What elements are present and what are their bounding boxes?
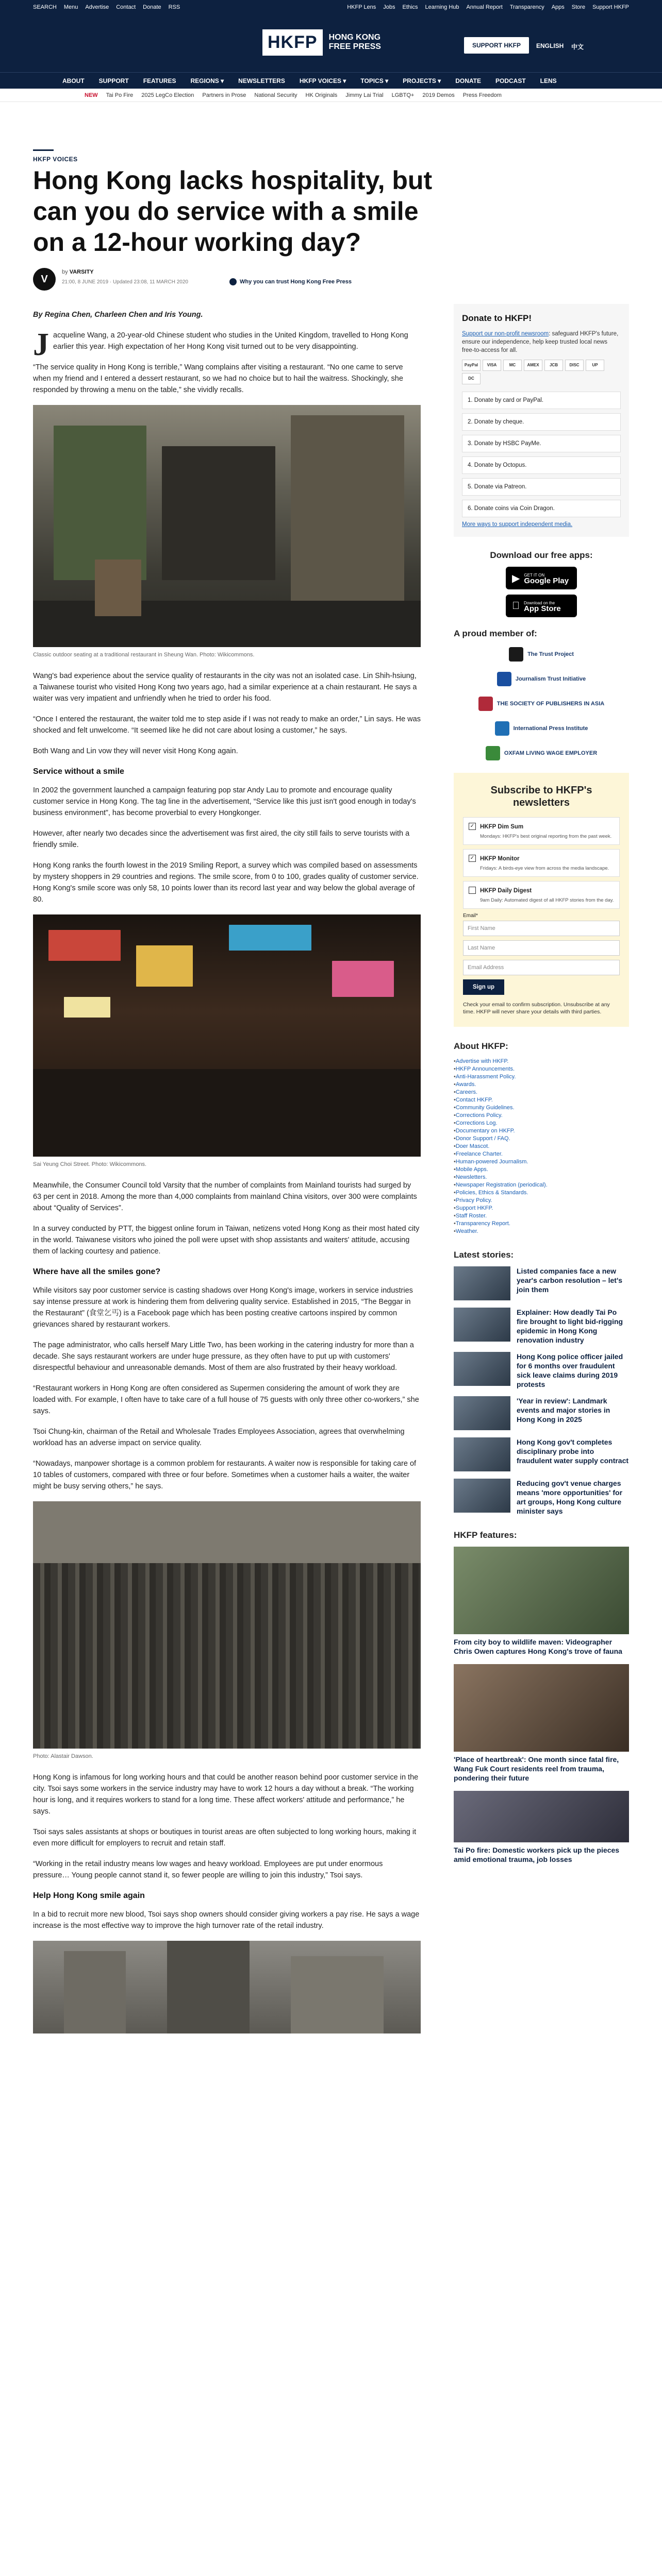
- nl-desc: 9am Daily: Automated digest of all HKFP stories from the day.: [480, 897, 614, 903]
- apps-link[interactable]: Apps: [551, 4, 565, 10]
- trust-icon: [229, 278, 237, 285]
- paragraph: Both Wang and Lin vow they will never visit Hong Kong again.: [33, 747, 238, 755]
- sidebar: [454, 304, 629, 1872]
- member-label: International Press Institute: [513, 725, 588, 732]
- paragraph: Tsoi says sales assistants at shops or boutiques in tourist areas are often subjected to long working hours, making it even more difficult for employers to recruit and retain staff.: [33, 1828, 417, 1848]
- lang-chinese-link[interactable]: 中文: [571, 43, 584, 50]
- checkbox-checked-icon[interactable]: ✓: [469, 855, 476, 862]
- support-link[interactable]: Support HKFP: [592, 4, 629, 10]
- tag-link[interactable]: 2025 LegCo Election: [141, 92, 194, 98]
- rss-link[interactable]: RSS: [168, 4, 180, 10]
- about-link[interactable]: • Policies, Ethics & Standards.: [454, 1189, 629, 1197]
- author-avatar[interactable]: V: [33, 268, 56, 291]
- site-logo[interactable]: [262, 26, 381, 59]
- tag-link[interactable]: Press Freedom: [462, 92, 502, 98]
- play-icon: ▶: [512, 572, 520, 584]
- new-badge: NEW: [85, 92, 98, 98]
- gp-big: Google Play: [524, 577, 569, 585]
- about-title: About HKFP:: [454, 1041, 508, 1051]
- story-title[interactable]: 'Year in review': Landmark events and major stories in Hong Kong in 2025: [517, 1397, 610, 1423]
- donate-link[interactable]: Donate: [143, 4, 161, 10]
- feature-thumbnail[interactable]: [454, 1791, 629, 1842]
- about-link[interactable]: • Documentary on HKFP.: [454, 1127, 629, 1135]
- about-link[interactable]: • Transparency Report.: [454, 1220, 629, 1228]
- about-link[interactable]: • Newspaper Registration (periodical).: [454, 1181, 629, 1189]
- nav-donate[interactable]: DONATE: [455, 77, 481, 84]
- nav-newsletters[interactable]: NEWSLETTERS: [238, 77, 285, 84]
- main-nav: [0, 72, 662, 89]
- story-title[interactable]: Reducing gov't venue charges means 'more opportunities' for art groups, Hong Kong culture minister says: [517, 1479, 623, 1515]
- jti-logo: [497, 672, 511, 686]
- paragraph: [33, 327, 421, 362]
- sopa-logo: [478, 697, 493, 711]
- street-photo: [33, 914, 421, 1157]
- latest-story[interactable]: [454, 1266, 629, 1300]
- paragraph-text: acqueline Wang, a 20-year-old Chinese student who studies in the United Kingdom, travelled to Hong Kong earlier this year. High expectation of her Hong Kong visit turned out to be very disappointing.: [53, 331, 408, 351]
- donate-option-octopus[interactable]: 4. Donate by Octopus.: [462, 456, 621, 474]
- first-name-input[interactable]: First Name: [463, 921, 620, 936]
- paragraph: “Working in the retail industry means low wages and heavy workload. Employees are put under enormous pressure… Young people cannot stand it, so fewer people are willing to join this industry,” Tsoi says.: [33, 1860, 383, 1879]
- masthead: [0, 14, 662, 72]
- about-link[interactable]: • Newsletters.: [454, 1174, 629, 1181]
- restaurant-photo: [33, 405, 421, 647]
- latest-story[interactable]: [454, 1308, 629, 1345]
- member-label: The Trust Project: [527, 651, 574, 657]
- feature-thumbnail[interactable]: [454, 1664, 629, 1752]
- ipi-logo: [495, 721, 509, 736]
- paragraph: In a bid to recruit more new blood, Tsoi says shop owners should consider giving workers a pay rise. He says a wage increase is the most effective way to improve the high turnover rate of the retail industry.: [33, 1910, 420, 1930]
- paragraph: In a survey conducted by PTT, the biggest online forum in Taiwan, netizens voted Hong Kong as their most hated city in the world. Taiwanese visitors who joined the poll were upset with shop assistants and waiters' attitude, accusing them of lacking courtesy and patience.: [33, 1225, 420, 1256]
- about-link[interactable]: • Freelance Charter.: [454, 1150, 629, 1158]
- nav-features[interactable]: FEATURES: [143, 77, 176, 84]
- crowd-photo: [33, 1501, 421, 1749]
- features-title: HKFP features:: [454, 1530, 517, 1540]
- logo-line-2: FREE PRESS: [328, 42, 381, 51]
- donate-option-cheque[interactable]: 2. Donate by cheque.: [462, 413, 621, 431]
- story-title[interactable]: Listed companies face a new year's carbon resolution – let's join them: [517, 1267, 623, 1294]
- story-thumbnail[interactable]: [454, 1396, 510, 1430]
- menu-link[interactable]: Menu: [63, 4, 78, 10]
- search-link[interactable]: SEARCH: [33, 4, 57, 10]
- newsletter-option-text: [480, 854, 609, 872]
- store-link[interactable]: Store: [571, 4, 586, 10]
- paragraph: Meanwhile, the Consumer Council told Varsity that the number of complaints from Mainland tourists had surged by 63 per cent in 2018. Among the more than 4,000 complaints from mainland China visitors, over 300 were complaints about “Quality of Services”.: [33, 1181, 417, 1212]
- app-store-text: [516, 600, 561, 613]
- utility-bar: [0, 0, 662, 14]
- as-big: App Store: [516, 604, 553, 613]
- about-link[interactable]: • Community Guidelines.: [454, 1104, 629, 1112]
- logo-wordmark: [329, 33, 381, 52]
- paragraph: In 2002 the government launched a campaign featuring pop star Andy Lau to promote and encourage quality customer service in Hong Kong. The tag line in the advertisement, “Service like this just isn't good enough in today's business environment”, has become proverbial to every Hongkonger.: [33, 786, 416, 817]
- about-link[interactable]: • Corrections Policy.: [454, 1112, 629, 1120]
- logo-mark: HKFP: [262, 29, 323, 56]
- donate-title: Donate to HKFP!: [462, 313, 532, 323]
- paragraph: However, after nearly two decades since the advertisement was first aired, the city still fails to serve tourists with a friendly smile.: [33, 829, 410, 849]
- article-body: [33, 309, 421, 2038]
- amex-icon: AMEX: [524, 360, 542, 371]
- latest-story[interactable]: [454, 1479, 629, 1516]
- kicker-rule: [33, 149, 54, 151]
- google-play-button[interactable]: [506, 567, 577, 589]
- paragraph: “Once I entered the restaurant, the waiter told me to step aside if I was not ready to make an order,” Lin says. He was shocked and felt unwelcome. “It seemed like he did not care about losing a customer,” he says.: [33, 715, 421, 735]
- member-ipi[interactable]: [454, 721, 629, 736]
- newsletter-option-text: [480, 886, 614, 904]
- donate-option-payme[interactable]: 3. Donate by HSBC PayMe.: [462, 435, 621, 452]
- paragraph: Hong Kong is infamous for long working hours and that could be another reason behind poor customer service in the city. Tsoi says some workers in the service industry may have to work 12 hours a day without a break. “The working hour is long, and it requires workers to stand for a long time. These affect workers' attitude and performance,” he says.: [33, 1773, 419, 1816]
- article-category[interactable]: HKFP VOICES: [33, 156, 78, 163]
- checkbox-icon[interactable]: [469, 887, 476, 894]
- learning-hub-link[interactable]: Learning Hub: [425, 4, 459, 10]
- about-link[interactable]: • Staff Roster.: [454, 1212, 629, 1220]
- about-link[interactable]: • Contact HKFP.: [454, 1096, 629, 1104]
- advertise-link[interactable]: Advertise: [85, 4, 109, 10]
- app-store-button[interactable]: [506, 595, 577, 617]
- photo-caption: Photo: Alastair Dawson.: [33, 1753, 93, 1759]
- latest-story[interactable]: [454, 1437, 629, 1471]
- newsletter-option-dimsum[interactable]: [463, 817, 620, 845]
- support-hkfp-button[interactable]: SUPPORT HKFP: [464, 37, 529, 54]
- donate-lead-link[interactable]: Support our non-profit newsroom: [462, 331, 549, 337]
- about-link[interactable]: • Corrections Log.: [454, 1120, 629, 1127]
- nav-lens[interactable]: LENS: [540, 77, 557, 84]
- trending-tags: [0, 89, 662, 102]
- drop-cap: J: [33, 327, 49, 362]
- feature-thumbnail[interactable]: [454, 1547, 629, 1634]
- about-link[interactable]: • Privacy Policy.: [454, 1197, 629, 1205]
- newsletter-option-text: [480, 822, 611, 840]
- member-label: OXFAM LIVING WAGE EMPLOYER: [504, 750, 598, 756]
- checkbox-checked-icon[interactable]: ✓: [469, 823, 476, 830]
- latest-title: Latest stories:: [454, 1250, 514, 1260]
- nav-support[interactable]: SUPPORT: [98, 77, 129, 84]
- jobs-link[interactable]: Jobs: [383, 4, 395, 10]
- photo-caption: Sai Yeung Choi Street. Photo: Wikicommons.: [33, 1161, 147, 1167]
- story-title[interactable]: Explainer: How deadly Tai Po fire brought to light bid-rigging epidemic in Hong Kong renovation industry: [517, 1308, 623, 1344]
- about-link[interactable]: • Support HKFP.: [454, 1205, 629, 1212]
- oxfam-logo: [486, 746, 500, 760]
- tag-link[interactable]: 2019 Demos: [422, 92, 455, 98]
- publish-dates: 21:00, 8 JUNE 2019 · Updated 23:08, 11 MARCH 2020: [62, 279, 188, 285]
- trust-link-label: Why you can trust Hong Kong Free Press: [240, 279, 352, 285]
- section-heading: Help Hong Kong smile again: [33, 1891, 145, 1900]
- trust-project-logo: [509, 647, 523, 662]
- feature-title[interactable]: 'Place of heartbreak': One month since fatal fire, Wang Fuk Court residents reel from trauma, pondering their future: [454, 1755, 619, 1782]
- paragraph: Tsoi Chung-kin, chairman of the Retail and Wholesale Trades Employees Association, agrees that overwhelming workload has an adverse impact on service quality.: [33, 1428, 405, 1447]
- trust-link[interactable]: [229, 278, 352, 285]
- donate-option-coins[interactable]: 6. Donate coins via Coin Dragon.: [462, 500, 621, 517]
- nav-voices[interactable]: HKFP VOICES ▾: [299, 77, 346, 84]
- about-link[interactable]: • Donor Support / FAQ.: [454, 1135, 629, 1143]
- member-title: A proud member of:: [454, 629, 537, 638]
- about-link[interactable]: • Mobile Apps.: [454, 1166, 629, 1174]
- feature-story[interactable]: [454, 1547, 629, 1656]
- latest-story[interactable]: [454, 1396, 629, 1430]
- contact-link[interactable]: Contact: [116, 4, 136, 10]
- about-link[interactable]: • Anti-Harassment Policy.: [454, 1073, 629, 1081]
- about-link[interactable]: • Awards.: [454, 1081, 629, 1089]
- feature-story[interactable]: [454, 1664, 629, 1783]
- story-thumbnail[interactable]: [454, 1266, 510, 1300]
- as-small: Download on the: [516, 601, 548, 605]
- member-label: THE SOCIETY OF PUBLISHERS IN ASIA: [496, 701, 605, 707]
- gp-small: GET IT ON: [524, 573, 545, 578]
- story-thumbnail[interactable]: [454, 1308, 510, 1342]
- ethics-link[interactable]: Ethics: [402, 4, 418, 10]
- lang-english-link[interactable]: ENGLISH: [536, 42, 564, 49]
- newsletter-option-daily[interactable]: [463, 881, 620, 909]
- story-title[interactable]: Hong Kong police officer jailed for 6 months over fraudulent sick leave claims during 2019 protests: [517, 1352, 623, 1388]
- unionpay-icon: UP: [586, 360, 604, 371]
- nav-regions[interactable]: REGIONS ▾: [190, 77, 224, 84]
- tag-link[interactable]: Jimmy Lai Trial: [345, 92, 384, 98]
- article-headline: Hong Kong lacks hospitality, but can you do service with a smile on a 12-hour working day?: [33, 166, 433, 257]
- member-oxfam[interactable]: [454, 746, 629, 760]
- more-ways-link[interactable]: More ways to support independent media.: [462, 521, 573, 528]
- byline-prefix: by: [62, 269, 68, 275]
- discover-icon: DISC: [565, 360, 584, 371]
- paragraph: “Nowadays, manpower shortage is a common problem for restaurants. A waiter now is responsible for taking care of 10 tables of customers, compared with three or four before. Sometimes when a customer hails a waiter, the waiter might be busy serving others,” he says.: [33, 1460, 417, 1490]
- tag-link[interactable]: LGBTQ+: [391, 92, 415, 98]
- nav-projects[interactable]: PROJECTS ▾: [403, 77, 441, 84]
- email-input[interactable]: Email Address: [463, 960, 620, 975]
- byline-author-link[interactable]: VARSITY: [69, 269, 94, 275]
- section-heading: Where have all the smiles gone?: [33, 1267, 161, 1276]
- about-list: [454, 1058, 629, 1235]
- donate-option-patreon[interactable]: 5. Donate via Patreon.: [462, 478, 621, 496]
- about-link[interactable]: • Weather.: [454, 1228, 629, 1235]
- diners-icon: DC: [462, 373, 481, 384]
- apps-title: Download our free apps:: [490, 550, 593, 560]
- feature-title[interactable]: Tai Po fire: Domestic workers pick up the pieces amid emotional trauma, job losses: [454, 1846, 620, 1863]
- email-label: Email*: [463, 913, 478, 919]
- nl-name: HKFP Daily Digest: [480, 888, 532, 894]
- nl-name: HKFP Dim Sum: [480, 824, 524, 830]
- nav-about[interactable]: ABOUT: [62, 77, 85, 84]
- newsletter-widget: [454, 773, 629, 1027]
- donate-option-card[interactable]: 1. Donate by card or PayPal.: [462, 392, 621, 409]
- byline: [62, 269, 94, 275]
- story-thumbnail[interactable]: [454, 1352, 510, 1386]
- tag-link[interactable]: National Security: [254, 92, 297, 98]
- member-jti[interactable]: [454, 672, 629, 686]
- member-label: Journalism Trust Initiative: [515, 676, 586, 682]
- payment-icons: [462, 360, 621, 384]
- lens-link[interactable]: HKFP Lens: [347, 4, 376, 10]
- mastercard-icon: MC: [503, 360, 522, 371]
- member-trust-project[interactable]: [454, 647, 629, 662]
- tag-link[interactable]: Partners in Prose: [202, 92, 246, 98]
- logo-line-1: HONG KONG: [328, 32, 381, 42]
- visa-icon: VISA: [483, 360, 501, 371]
- section-heading: Service without a smile: [33, 767, 124, 776]
- nl-desc: Fridays: A birds-eye view from across the media landscape.: [480, 866, 609, 871]
- paypal-icon: PayPal: [462, 360, 481, 371]
- donate-lead: [462, 330, 621, 354]
- last-name-input[interactable]: Last Name: [463, 940, 620, 956]
- newsletter-option-monitor[interactable]: [463, 849, 620, 877]
- about-link[interactable]: • Human-powered Journalism.: [454, 1158, 629, 1166]
- paragraph: The page administrator, who calls herself Mary Little Two, has been working in the catering industry for more than a decade. She says restaurant workers are under huge pressure, as they often have to put up with customers' disrespectful behaviour and unreasonable demands. Most of them are also frustrated by their heavy workload.: [33, 1341, 414, 1372]
- donate-lead-text: : safeguard HKFP's future, ensure our independence, help keep trusted local news free-to-access for all.: [462, 331, 619, 353]
- newsletter-title: Subscribe to HKFP's newsletters: [490, 785, 592, 808]
- nav-topics[interactable]: TOPICS ▾: [360, 77, 389, 84]
- story-thumbnail[interactable]: [454, 1437, 510, 1471]
- google-play-text: [524, 572, 569, 584]
- paragraph: “The service quality in Hong Kong is terrible,” Wang complains after visiting a restaurant. “No one came to serve when my friend and I entered a dessert restaurant, so we had no choice but to hail the waitress. Shockingly, she responded by throwing a menu on the table,” she vividly recalls.: [33, 363, 403, 394]
- authors-line: By Regina Chen, Charleen Chen and Iris Young.: [33, 311, 203, 319]
- about-link[interactable]: • Advertise with HKFP.: [454, 1058, 629, 1065]
- photo-caption: Classic outdoor seating at a traditional restaurant in Sheung Wan. Photo: Wikicommons.: [33, 652, 255, 658]
- newsletter-note: Check your email to confirm subscription. Unsubscribe at any time. HKFP will never share your details with third parties.: [463, 1002, 610, 1015]
- tag-link[interactable]: HK Originals: [305, 92, 338, 98]
- jcb-icon: JCB: [544, 360, 563, 371]
- about-link[interactable]: • HKFP Announcements.: [454, 1065, 629, 1073]
- member-sopa[interactable]: [454, 697, 629, 711]
- about-link[interactable]: • Doer Mascot.: [454, 1143, 629, 1150]
- building-photo: [33, 1941, 421, 2033]
- paragraph: While visitors say poor customer service is casting shadows over Hong Kong's image, workers in service industries say intense pressure at work is hindering them from delivering quality service. Established in 2015, “The Beggar in the Restaurant” (食堂乞丐) is a Facebook page which has been posting creative cartoons inspired by common grievances shared by restaurant workers.: [33, 1286, 413, 1329]
- transparency-link[interactable]: Transparency: [509, 4, 544, 10]
- story-thumbnail[interactable]: [454, 1479, 510, 1513]
- latest-story[interactable]: [454, 1352, 629, 1389]
- paragraph: Wang's bad experience about the service quality of restaurants in the city was not an isolated case. Lin Shih-hsiung, a Taiwanese tourist who visited Hong Kong two years ago, had a similar experience at a chain restaurant. He says a waiter was very impatient and unfriendly when he tried to order his food.: [33, 672, 417, 703]
- nl-desc: Mondays: HKFP's best original reporting from the past week.: [480, 834, 612, 839]
- signup-button[interactable]: Sign up: [463, 979, 504, 995]
- annual-report-link[interactable]: Annual Report: [466, 4, 503, 10]
- paragraph: “Restaurant workers in Hong Kong are often considered as Supermen considering the amount of work they are loaded with. For example, I often have to take care of a full house of 75 guests with only three other co-workers,” she says.: [33, 1384, 419, 1415]
- apple-icon: [512, 600, 520, 612]
- feature-title[interactable]: From city boy to wildlife maven: Videographer Chris Owen captures Hong Kong's trove of fauna: [454, 1638, 622, 1655]
- nl-name: HKFP Monitor: [480, 856, 520, 862]
- donate-widget: [454, 304, 629, 537]
- feature-story[interactable]: [454, 1791, 629, 1864]
- paragraph: Hong Kong ranks the fourth lowest in the 2019 Smiling Report, a survey which was compiled based on assessments by mystery shoppers in 29 countries and regions. The smile score, from 0 to 100, grades quality of customer service. Hong Kong's smile score was only 58, 10 points lower than its record last year and way below the global average of 80.: [33, 861, 419, 904]
- tag-link[interactable]: Tai Po Fire: [106, 92, 134, 98]
- nav-podcast[interactable]: PODCAST: [495, 77, 526, 84]
- about-link[interactable]: • Careers.: [454, 1089, 629, 1096]
- story-title[interactable]: Hong Kong gov't completes disciplinary probe into fraudulent water supply contract: [517, 1438, 629, 1465]
